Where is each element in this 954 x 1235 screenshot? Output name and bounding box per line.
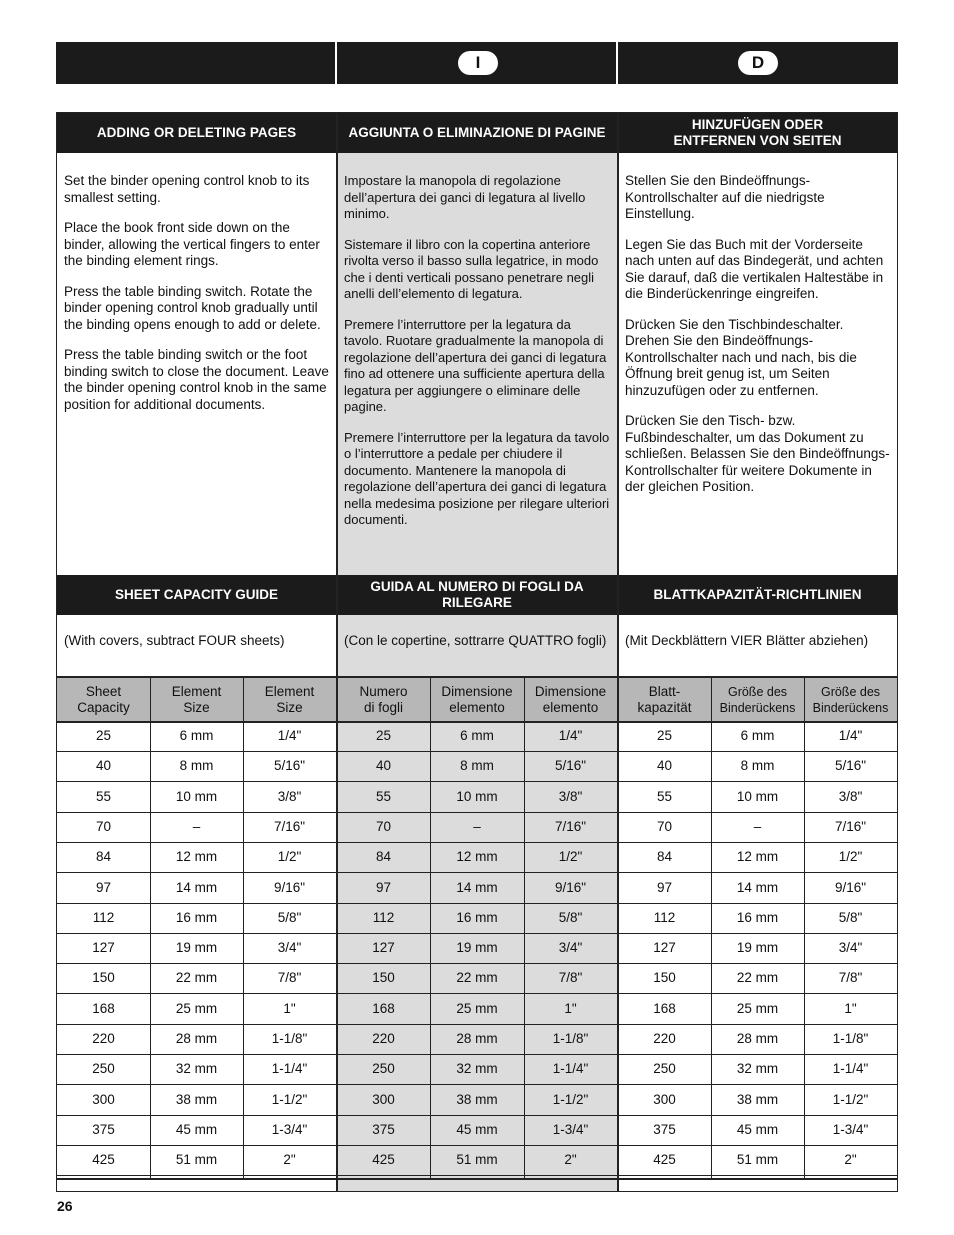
table-column-divider [243,676,244,1178]
table-cell: 25 [656,728,673,743]
table-cell: 12 mm [456,849,498,865]
table-row [618,812,897,843]
table-cell: 38 mm [456,1091,498,1107]
instructions-text [625,173,891,510]
table-row [57,1085,336,1116]
table-cell: 300 [653,1091,676,1107]
table-cell: 5/16" [554,758,587,774]
instruction-paragraph: Legen Sie das Buch mit der Vorderseite nach unten auf das Bindegerät, und achten Sie darauf, daß die vertikalen Haltestäbe in die Binderückenringe eingreifen. [625,236,884,301]
table-cell: 127 [653,940,676,956]
instruction-paragraph: Stellen Sie den Bindeöffnungs-Kontrollschalter auf die niedrigste Einstellung. [625,173,825,221]
table-cell: 9/16" [273,879,306,895]
table-cell: 25 [95,728,112,743]
german-column [618,113,897,1191]
table-bottom-rule [618,1178,897,1180]
table-cell: 1/4" [277,728,302,743]
table-cell: – [192,818,201,834]
table-cell: 8 mm [740,758,775,774]
table-bottom-rule [337,1178,617,1180]
section-title: AGGIUNTA O ELIMINAZIONE DI PAGINE [337,113,617,153]
table-row [57,751,336,782]
table-cell: 300 [372,1091,395,1107]
table-cell: 7/8" [277,970,302,986]
table-cell: 40 [95,758,112,774]
table-cell: 9/16" [834,879,867,895]
table-cell: 25 mm [175,1000,218,1016]
table-cell: 1-1/4" [552,1061,589,1077]
table-cell: 150 [92,970,115,986]
table-cell: 38 mm [175,1091,218,1107]
table-row [337,842,617,873]
table-cell: 45 mm [736,1121,779,1137]
table-cell: 32 mm [456,1061,498,1077]
table-cell: 1-1/2" [271,1091,308,1107]
table-cell: 375 [92,1121,115,1137]
capacity-guide-title: SHEET CAPACITY GUIDE [57,575,336,615]
table-cell: 1" [283,1000,296,1016]
table-cell: 220 [653,1031,676,1046]
table-cell: 10 mm [175,788,218,804]
table-cell: 7/8" [558,970,583,986]
table-cell: 127 [92,940,115,956]
table-cell: 168 [372,1000,395,1016]
table-row [618,751,897,782]
table-header-cell: Element Size [171,683,222,715]
table-cell: 5/8" [558,909,583,925]
table-cell: 425 [653,1152,676,1168]
table-header-cell: Numero di fogli [359,683,408,715]
table-row [618,1054,897,1085]
table-row [57,842,336,873]
table-row [337,1145,617,1176]
table-cell: – [753,818,762,834]
table-row [337,1024,617,1055]
table-cell: 12 mm [736,849,779,865]
table-cell: 5/8" [277,909,302,925]
table-cell: 1-1/4" [832,1061,869,1077]
table-row [57,963,336,994]
capacity-guide-title: BLATTKAPAZITÄT-RICHTLINIEN [618,575,897,615]
table-row [57,873,336,904]
table-cell: 16 mm [456,909,498,925]
table-header-cell: Sheet Capacity [77,683,130,715]
table-cell: 22 mm [456,970,498,986]
capacity-guide-title: GUIDA AL NUMERO DI FOGLI DA RILEGARE [337,575,617,615]
table-cell: 25 mm [736,1000,779,1016]
table-cell: 375 [372,1121,395,1137]
german-language-badge: D [738,51,778,75]
instruction-paragraph: Premere l’interruttore per la legatura da tavolo. Ruotare gradualmente la manopola di regolazione dell’apertura dei ganci di legatura fino ad ottenere una sufficiente apertura della legatura per aggiungere o eliminare delle pagine. [344,316,607,414]
table-row [618,721,897,752]
table-cell: 14 mm [456,879,498,895]
table-cell: 32 mm [736,1061,779,1077]
table-cell: 250 [653,1061,676,1077]
table-cell: 25 mm [456,1000,498,1016]
table-row [618,903,897,934]
table-cell: 375 [653,1121,676,1137]
table-cell: 7/16" [554,818,587,834]
table-row [337,782,617,813]
table-cell: 1" [844,1000,857,1016]
instruction-paragraph: Set the binder opening control knob to its smallest setting. [64,173,310,205]
table-cell: 150 [372,970,395,986]
table-cell: 97 [375,879,392,895]
table-cell: 55 [375,788,392,804]
italian-column [337,113,617,1191]
table-header-cell: Dimensione elemento [441,683,513,715]
table-row [337,873,617,904]
table-row [337,1085,617,1116]
table-cell: 2" [283,1152,296,1168]
table-cell: 70 [656,818,673,834]
table-cell: 16 mm [175,909,218,925]
table-row [57,1145,336,1176]
table-cell: 45 mm [175,1121,218,1137]
table-cell: 19 mm [175,940,218,956]
table-cell: 19 mm [456,940,498,956]
table-row [618,873,897,904]
table-row [57,782,336,813]
table-cell: 1/2" [277,849,302,865]
table-cell: 84 [656,849,673,865]
table-cell: 25 [375,728,392,743]
table-cell: 97 [95,879,112,895]
table-cell: – [473,818,481,834]
content-frame [56,112,898,1192]
table-cell: 55 [656,788,673,804]
table-cell: 127 [372,940,395,956]
table-cell: 2" [564,1152,577,1168]
table-row [618,994,897,1025]
table-cell: 7/16" [834,818,867,834]
table-cell: 19 mm [736,940,779,956]
table-row [337,721,617,752]
table-cell: 7/8" [838,970,863,986]
table-header-cell: Element Size [264,683,315,715]
table-cell: 12 mm [175,849,218,865]
table-cell: 1-1/4" [271,1061,308,1077]
table-cell: 51 mm [456,1152,498,1168]
table-column-divider [150,676,151,1178]
instruction-paragraph: Drücken Sie den Tisch- bzw. Fußbindeschalter, um das Dokument zu schließen. Belassen Sie den Bindeöffnungs-Kontrollschalter für weitere Dokumente in der gleichen Position. [625,413,890,494]
table-column-divider [430,676,431,1178]
table-cell: 220 [92,1031,115,1046]
table-cell: 300 [92,1091,115,1107]
table-cell: 84 [375,849,392,865]
table-row [618,933,897,964]
table-cell: 3/8" [558,788,583,804]
table-header-cell: Größe des Binderückens [812,684,889,715]
italian-language-badge: I [458,51,498,75]
table-cell: 97 [656,879,673,895]
table-header-row [618,676,897,723]
table-cell: 5/16" [834,758,867,774]
table-row [618,1115,897,1146]
table-cell: 14 mm [175,879,218,895]
table-row [57,994,336,1025]
table-cell: 1-3/4" [271,1121,308,1137]
table-cell: 51 mm [175,1152,218,1168]
table-row [618,1085,897,1116]
table-row [337,994,617,1025]
header-divider [335,42,337,84]
table-cell: 3/8" [277,788,302,804]
table-row [337,751,617,782]
table-cell: 32 mm [175,1061,218,1077]
table-cell: 70 [95,818,112,834]
instruction-paragraph: Drücken Sie den Tischbindeschalter. Drehen Sie den Bindeöffnungs-Kontrollschalter nach und nach, bis die Öffnung breit genug ist, um Seiten hinzuzufügen oder zu entfernen. [625,316,857,398]
table-cell: 168 [92,1000,115,1016]
table-cell: 3/4" [558,940,583,956]
table-cell: 28 mm [736,1031,779,1046]
table-cell: 28 mm [175,1031,218,1046]
table-cell: 6 mm [179,728,214,743]
table-cell: 2" [844,1152,857,1168]
table-column-divider [524,676,525,1178]
page-number: 26 [57,1198,73,1214]
table-row [618,1145,897,1176]
table-cell: 6 mm [740,728,775,743]
table-cell: 1/2" [838,849,863,865]
table-header-cell: Größe des Binderückens [719,684,796,715]
column-divider [336,113,338,1191]
table-cell: 9/16" [554,879,587,895]
table-cell: 1/4" [558,728,583,743]
table-row [618,782,897,813]
table-cell: 250 [92,1061,115,1077]
section-title: HINZUFÜGEN ODER ENTFERNEN VON SEITEN [618,113,897,153]
instruction-paragraph: Press the table binding switch. Rotate the binder opening control knob gradually until the binding opens enough to add or delete. [64,283,321,332]
english-column [57,113,336,1191]
table-cell: 3/8" [838,788,863,804]
table-header-cell: Dimensione elemento [534,683,607,715]
instruction-paragraph: Premere l’interruttore per la legatura da tavolo o l’interruttore a pedale per chiudere il documento. Mantenere la manopola di regolazione dell’apertura dei ganci di legatura nella medesima posizione per rilegare ulteriori documenti. [344,429,610,527]
capacity-note: (With covers, subtract FOUR sheets) [64,633,285,648]
table-header-row [337,676,617,723]
table-row [337,812,617,843]
table-cell: 1-1/8" [271,1031,308,1046]
table-column-divider [711,676,712,1178]
table-cell: 112 [372,909,395,925]
table-cell: 84 [95,849,112,865]
table-cell: 112 [92,909,115,925]
table-row [337,1054,617,1085]
table-row [618,842,897,873]
table-row [57,1024,336,1055]
instruction-paragraph: Impostare la manopola di regolazione dell’apertura dei ganci di legatura al livello minimo. [344,173,586,221]
table-row [337,963,617,994]
language-header-bar [56,42,898,84]
table-cell: 1" [564,1000,577,1016]
table-cell: 1-1/2" [832,1091,869,1107]
table-cell: 425 [372,1152,395,1168]
table-cell: 1/2" [558,849,583,865]
table-header-row [57,676,336,723]
table-cell: 1-3/4" [552,1121,589,1137]
table-cell: 425 [92,1152,115,1168]
table-cell: 22 mm [736,970,779,986]
table-cell: 5/8" [838,909,863,925]
table-header-cell: Blatt- kapazität [637,683,692,715]
instruction-paragraph: Place the book front side down on the binder, allowing the vertical fingers to enter the binding element rings. [64,220,320,268]
table-cell: 1-1/8" [832,1031,869,1046]
table-cell: 40 [375,758,392,774]
table-cell: 250 [372,1061,395,1077]
table-cell: 10 mm [456,788,498,804]
table-cell: 6 mm [460,728,494,743]
table-cell: 1/4" [838,728,863,743]
table-cell: 40 [656,758,673,774]
column-divider [617,113,619,1191]
table-cell: 55 [95,788,112,804]
table-cell: 1-3/4" [832,1121,869,1137]
instruction-paragraph: Sistemare il libro con la copertina anteriore rivolta verso il basso sulla legatrice, in modo che i denti verticali possano penetrare negli anelli dell’elemento di legatura. [344,236,599,301]
section-title: ADDING OR DELETING PAGES [57,113,336,153]
table-row [57,1115,336,1146]
table-cell: 1-1/8" [552,1031,589,1046]
table-row [57,933,336,964]
table-row [57,721,336,752]
table-row [57,903,336,934]
table-cell: 168 [653,1000,676,1016]
table-cell: 45 mm [456,1121,498,1137]
table-row [337,903,617,934]
table-row [337,933,617,964]
table-cell: 5/16" [273,758,306,774]
header-divider [616,42,618,84]
table-cell: 16 mm [736,909,779,925]
table-cell: 38 mm [736,1091,779,1107]
table-cell: 3/4" [277,940,302,956]
table-cell: 1-1/2" [552,1091,589,1107]
table-row [57,1054,336,1085]
table-row [618,1024,897,1055]
table-cell: 22 mm [175,970,218,986]
table-bottom-rule [57,1178,336,1180]
table-cell: 7/16" [273,818,306,834]
table-cell: 112 [653,909,676,925]
table-cell: 70 [375,818,392,834]
table-row [618,963,897,994]
table-cell: 3/4" [838,940,863,956]
table-cell: 28 mm [456,1031,498,1046]
instructions-text [64,173,330,427]
table-row [337,1115,617,1146]
table-column-divider [804,676,805,1178]
instruction-paragraph: Press the table binding switch or the foot binding switch to close the document. Leave the binder opening control knob in the same position for additional documents. [64,347,329,412]
table-cell: 14 mm [736,879,779,895]
table-cell: 8 mm [179,758,214,774]
table-cell: 8 mm [460,758,494,774]
table-row [57,812,336,843]
instructions-text [344,173,610,543]
table-cell: 51 mm [736,1152,779,1168]
capacity-note: (Mit Deckblättern VIER Blätter abziehen) [625,633,869,648]
table-cell: 150 [653,970,676,986]
table-cell: 220 [372,1031,395,1046]
table-cell: 10 mm [736,788,779,804]
capacity-note: (Con le copertine, sottrarre QUATTRO fogli) [344,633,607,648]
